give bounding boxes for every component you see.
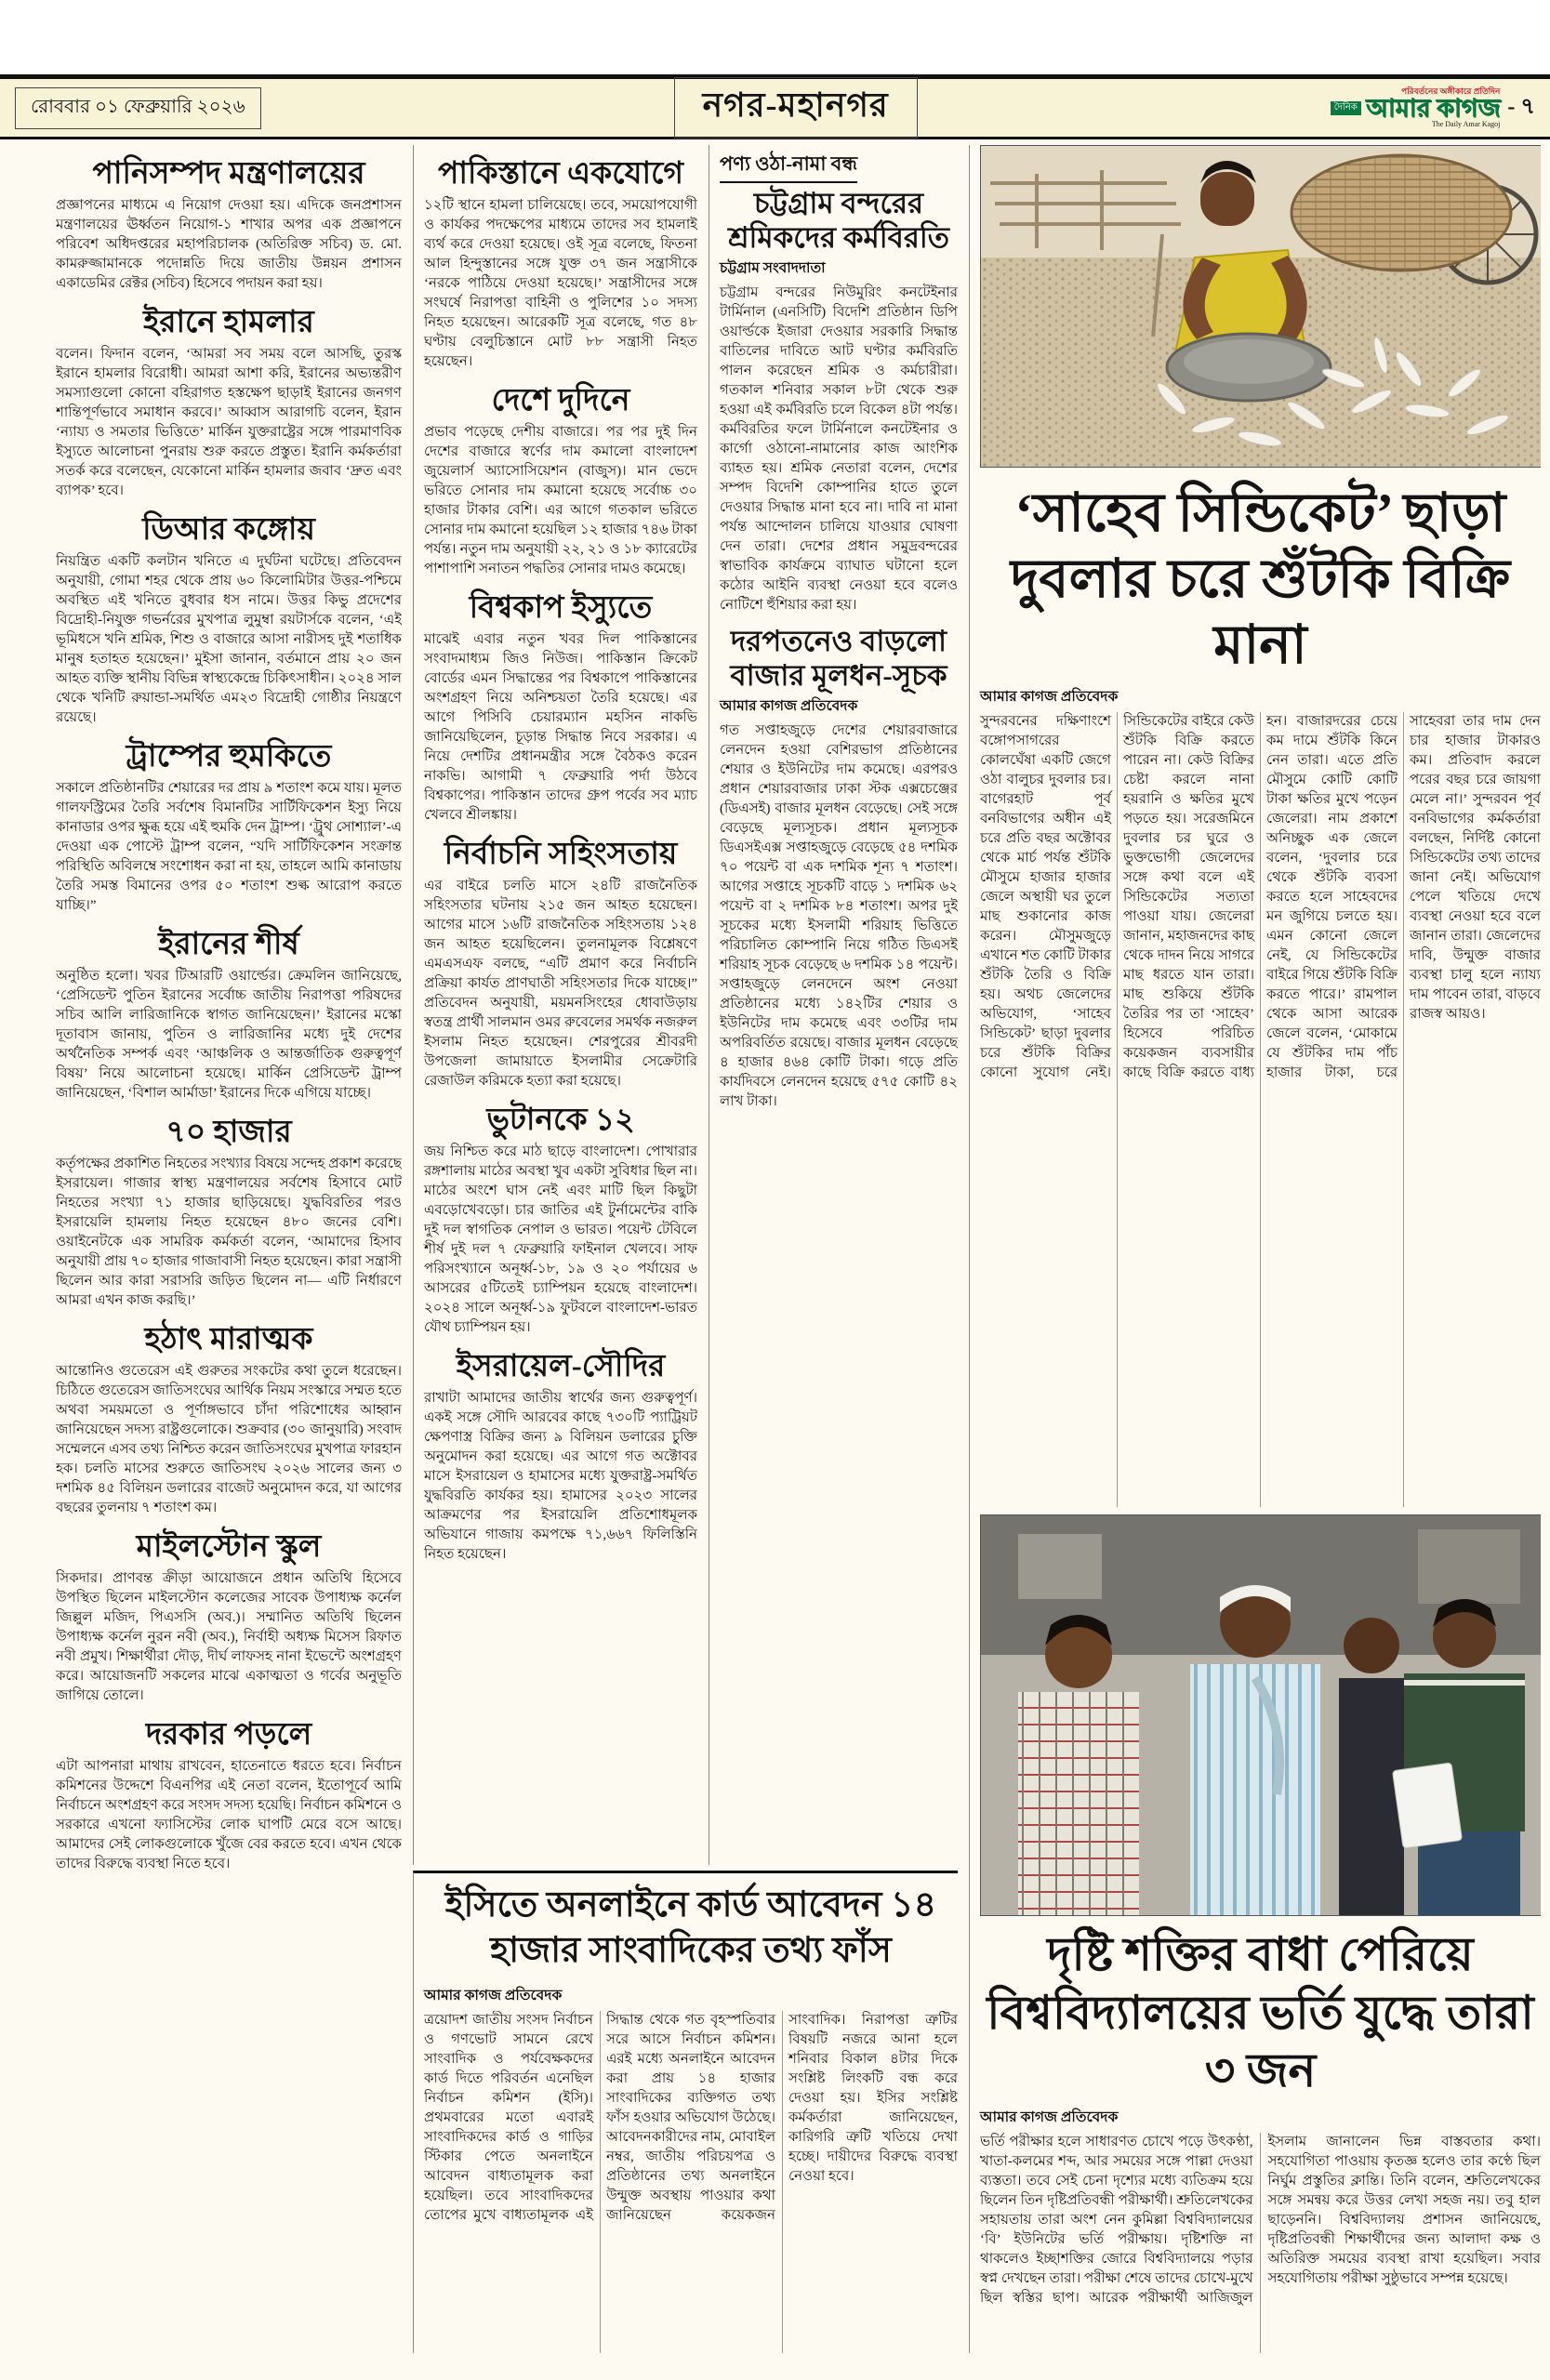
article-body: এর বাইরে চলতি মাসে ২৪টি রাজনৈতিক সহিংসতার ঘটনায় ২১৫ জন আহত হয়েছেন। আগের মাসে ১৬টি রাজনৈতিক সহিংসতায় ১২৪ জন আহত হয়েছিলেন। তুলনামূলক বিশ্লেষণে এমএসএফ বলছে, “এটি প্রমাণ করে নির্বাচনি প্রক্রিয়া কার্যত প্রাণঘাতী সহিংসতার দিকে যাচ্ছে।” প্রতিবেদন অনুযায়ী, ময়মনসিংহের ধোবাউড়ায় স্বতন্ত্র প্রার্থী সালমান ওমর রুবেলের সমর্থক নজরুল ইসলাম নিহত হয়েছেন। শেরপুরের শ্রীবরদী উপজেলা জামায়াতে ইসলামীর সেক্রেটারি রেজাউল করিমকে হত্যা করা হয়েছে। xyxy=(424,878,697,1089)
article-election-violence[interactable] xyxy=(424,838,697,1091)
article-body: প্রজ্ঞাপনের মাধ্যমে এ নিয়োগ দেওয়া হয়। এদিকে জনপ্রশাসন মন্ত্রণালয়ের ঊর্ধ্বতন নিয়োগ-১ শাখার অপর এক প্রজ্ঞাপনে পরিবেশ অধিদপ্তরের মহাপরিচালক (অতিরিক্ত সচিব) ড. মো. কামরুজ্জামানকে পদোন্নতি দিয়ে জাতীয় উন্নয়ন প্রশাসন একাডেমির রেক্টর (সচিব) হিসেবে পদায়ন করা হয়। xyxy=(56,197,402,291)
date-box: রোববার ০১ ফেব্রুয়ারি ২০২৬ xyxy=(15,87,261,129)
section-title: নগর-মহানগর xyxy=(674,77,918,139)
admission-body xyxy=(980,2133,1541,2353)
article-pakistan-ops[interactable] xyxy=(424,157,697,372)
newspaper-logo[interactable] xyxy=(1331,87,1535,129)
article-body: অনুষ্ঠিত হলো। খবর টিআরটি ওয়ার্ল্ডের। ক্রেমলিন জানিয়েছে, ‘প্রেসিডেন্ট পুতিন ইরানের সর্বোচ্চ জাতীয় নিরাপত্তা পরিষদের সচিব আলি লারিজানিকে স্বাগত জানিয়েছেন।’ ইরানের মস্কো দূতাবাস জানায়, পুতিন ও লারিজানির মধ্যে দুই দেশের অর্থনৈতিক সম্পর্ক এবং ‘আঞ্চলিক ও আন্তর্জাতিক গুরুত্বপূর্ণ বিষয়’ নিয়ে আলোচনা হয়েছে। মার্কিন প্রেসিডেন্ট ট্রাম্প জানিয়েছেন, ‘বিশাল আর্মাডা’ ইরানের দিকে এগিয়ে যাচ্ছে। xyxy=(56,968,402,1101)
logo-subtitle: The Daily Amar Kagoj xyxy=(1431,120,1501,129)
article-gold-price[interactable] xyxy=(424,384,697,579)
article-headline: চট্টগ্রাম বন্দরের শ্রমিকদের কর্মবিরতি xyxy=(727,187,950,254)
lead-byline: আমার কাগজ প্রতিবেদক xyxy=(980,689,1119,706)
article-headline: দরপতনেও বাড়লো বাজার মূলধন-সূচক xyxy=(730,625,947,692)
article-byline: চট্টগ্রাম সংবাদদাতা xyxy=(720,260,826,277)
article-ec-card-leak[interactable] xyxy=(413,1871,958,2353)
article-headline: পাকিস্তানে একযোগে xyxy=(438,157,683,191)
admission-body-left: ভর্তি পরীক্ষার হলে সাধারণত চোখে পড়ে উৎকণ্ঠা, খাতা-কলমের শব্দ, আর সময়ের সঙ্গে পাল্লা দেওয়া ব্যস্ততা। তবে সেই চেনা দৃশ্যের মধ্যে ব্যতিক্রম হয়ে ছিলেন তিন দৃষ্টিপ্রতিবন্ধী পরীক্ষার্থী। শ্রুতিলেখকের সহায়তায় তারা অংশ নেন কুমিল্লা বিশ্ববিদ্যালয়ের ‘বি’ ইউনিটের ভর্তি পরীক্ষায়। দৃষ্টিশক্তি না থাকলেও ইচ্ছাশক্তির জোরে বিশ্ববিদ্যালয়ে পড়ার স্বপ্ন দেখছেন তারা। পরীক্ষা শেষে তাদের চোখে-মুখে ছিল স্বস্তির ছাপ। xyxy=(980,2134,1253,2306)
ec-headline: ইসিতে অনলাইনে কার্ড আবেদন ১৪ হাজার সাংবাদিকের তথ্য ফাঁস xyxy=(444,1885,937,1971)
logo-name: আমার কাগজ xyxy=(1365,93,1501,122)
logo-daily-label: দৈনিক xyxy=(1331,101,1361,114)
column-2 xyxy=(413,145,697,1865)
article-body: সকালে প্রতিষ্ঠানটির শেয়ারের দর প্রায় ৯ শতাংশ কমে যায়। মূলত গালফস্ট্রিমের তৈরি সর্বশেষ বিমানটির সার্টিফিকেশন ইস্যু নিয়ে কানাডার ওপর ক্ষুব্ধ হয়ে এই হুমকি দেন ট্রাম্প। ‘ট্রুথ সোশ্যাল’-এ দেওয়া এক পোস্টে ট্রাম্প বলেন, “যদি সার্টিফিকেশন সংক্রান্ত পরিস্থিতি অবিলম্বে সংশোধন করা না হয়, তাহলে আমি কানাডায় তৈরি সমস্ত বিমানের ওপর ৫০ শতাংশ শুল্ক আরোপ করতে যাচ্ছি।” xyxy=(56,780,402,913)
article-headline: ইসরায়েল-সৌদির xyxy=(456,1349,666,1383)
article-body: আন্তোনিও গুতেরেস এই গুরুতর সংকটের কথা তুলে ধরেছেন। চিঠিতে গুতেরেস জাতিসংঘের আর্থিক নিয়ম সংস্কারে সম্মত হতে অথবা সময়মতো ও পূর্ণাঙ্গভাবে চাঁদা পরিশোধের আহ্বান জানিয়েছেন সদস্য রাষ্ট্রগুলোকে। শুক্রবার (৩০ জানুয়ারি) সংবাদ সম্মেলনে এসব তথ্য নিশ্চিত করেন জাতিসংঘের মুখপাত্র ফারহান হক। চলতি মাসের শুরুতে জাতিসংঘ ২০২৬ সালের জন্য ৩ দশমিক ৪৫ বিলিয়ন ডলারের বাজেট অনুমোদন করে, যা আগের বছরের তুলনায় ৭ শতাংশ কম। xyxy=(56,1363,402,1515)
article-headline: ট্রাম্পের হুমকিতে xyxy=(126,739,332,774)
article-headline: ইরানের শীর্ষ xyxy=(158,927,299,961)
page-number: - ৭ xyxy=(1507,94,1535,119)
article-70-thousand[interactable] xyxy=(56,1116,402,1311)
logo-stack xyxy=(1331,87,1501,129)
article-body: ১২টি স্থানে হামলা চালিয়েছে। তবে, সময়োপযোগী ও কার্যকর পদক্ষেপের মাধ্যমে তাদের সব হামলাই ব্যর্থ করে দেওয়া হয়েছে। ওই সূত্র বলেছে, ফিতনা আল হিন্দুস্তানের সঙ্গে যুক্ত ৩৭ জন সন্ত্রাসীকে ‘নরকে পাঠিয়ে দেওয়া হয়েছে।’ সন্ত্রাসীদের সঙ্গে সংঘর্ষে নিরাপত্তা বাহিনী ও পুলিশের ১০ সদস্য নিহত হয়েছেন। আরেকটি সূত্র বলেছে, গত ৪৮ ঘণ্টায় বেলুচিস্তানে মোট ৮৮ সন্ত্রাসী নিহত হয়েছেন। xyxy=(424,197,697,369)
article-iran-top[interactable] xyxy=(56,928,402,1104)
article-headline: ইরানে হামলার xyxy=(143,305,314,339)
article-shutki-syndicate[interactable] xyxy=(980,481,1541,1507)
article-worldcup-issue[interactable] xyxy=(424,591,697,826)
article-body: নিয়ন্ত্রিত একটি কলটান খনিতে এ দুর্ঘটনা ঘটেছে। প্রতিবেদন অনুযায়ী, গোমা শহর থেকে প্রায় ৬০ কিলোমিটার উত্তর-পশ্চিমে অবস্থিত এই খনিতে বুধবার ধস নামে। উত্তর কিভু প্রদেশের বিদ্রোহী-নিযুক্ত গভর্নরের মুখপাত্র লুমুম্বা রয়টার্সকে বলেন, ‘এই ভূমিধসে খনি শ্রমিক, শিশু ও বাজারে আসা নারীসহ দুই শতাধিক মানুষ হতাহত হয়েছেন।’ মুইসা জানান, বর্তমানে প্রায় ২০ জন আহত ব্যক্তি স্থানীয় বিভিন্ন স্বাস্থ্যকেন্দ্রে চিকিৎসাধীন। ২০২৪ সাল থেকে খনিটি রুয়ান্ডা-সমর্থিত এম২৩ বিদ্রোহী গোষ্ঠীর নিয়ন্ত্রণে রয়েছে। xyxy=(56,553,402,725)
admission-headline: দৃষ্টি শক্তির বাধা পেরিয়ে বিশ্ববিদ্যালয়ের ভর্তি যুদ্ধে তারা ৩ জন xyxy=(987,1928,1534,2097)
lead-headline: ‘সাহেব সিন্ডিকেট’ ছাড়া দুবলার চরে শুঁটকি বিক্রি মানা xyxy=(1010,483,1511,675)
article-headline: পানিসম্পদ মন্ত্রণালয়ের xyxy=(92,157,365,191)
column-1 xyxy=(56,145,402,2353)
article-headline: ডিআর কঙ্গোয় xyxy=(142,512,315,547)
article-body: জয় নিশ্চিত করে মাঠ ছাড়ে বাংলাদেশ। পোখারার রঙ্গশালায় মাঠের অবস্থা খুব একটা সুবিধার ছিল না। মাঠের অংশে ঘাস নেই এবং মাটি ছিল কিছুটা এবড়োখেবড়ো। চার জাতির এই টুর্নামেন্টের বাকি দুই দল স্বাগতিক নেপাল ও ভারত। পয়েন্ট টেবিলে শীর্ষ দুই দল ৭ ফেব্রুয়ারি ফাইনাল খেলবে। সাফ পরিসংখ্যানে অনূর্ধ্ব-১৮, ১৯ ও ২০ পর্যায়ের ৬ আসরের ৫টিতেই চ্যাম্পিয়ন হয়েছে বাংলাদেশ। ২০২৪ সালে অনূর্ধ্ব-১৯ ফুটবলে বাংলাদেশ-ভারত যৌথ চ্যাম্পিয়ন হয়। xyxy=(424,1144,697,1335)
article-bhutan-football[interactable] xyxy=(424,1104,697,1338)
lead-body: সুন্দরবনের দক্ষিণাংশে বঙ্গোপসাগরের কোলঘেঁষা একটি জেগে ওঠা বালুচর দুবলার চর। বাগেরহাট পূর্ব বনবিভাগের অধীন এই চরে প্রতি বছর অক্টোবর থেকে মার্চ পর্যন্ত শুঁটকি মৌসুমে হাজার হাজার জেলে অস্থায়ী ঘর তুলে মাছ শুকানোর কাজ করেন। মৌসুমজুড়ে এখানে শত কোটি টাকার শুঁটকি তৈরি ও বিক্রি হয়। অথচ জেলেদের অভিযোগ, ‘সাহেব সিন্ডিকেট’ ছাড়া দুবলার চরে শুঁটকি বিক্রির কোনো সুযোগ নেই। সিন্ডিকেটের বাইরে কেউ শুঁটকি বিক্রি করতে পারেন না। কেউ বিক্রির চেষ্টা করলে নানা হয়রানি ও ক্ষতির মুখে পড়তে হয়। সরেজমিনে দুবলার চর ঘুরে ও ভুক্তভোগী জেলেদের সঙ্গে কথা বলে এই সিন্ডিকেটের সত্যতা পাওয়া যায়। জেলেরা জানান, মহাজনদের কাছ থেকে দাদন নিয়ে সাগরে মাছ ধরতে যান তারা। মাছ শুকিয়ে শুঁটকি তৈরির পর তা ‘সাহেব’ হিসেবে পরিচিত কয়েকজন ব্যবসায়ীর কাছে বিক্রি করতে বাধ্য হন। বাজারদরের চেয়ে কম দামে শুঁটকি কিনে নেন তারা। এতে প্রতি মৌসুমে কোটি কোটি টাকা ক্ষতির মুখে পড়েন জেলেরা। নাম প্রকাশে অনিচ্ছুক এক জেলে বলেন, ‘দুবলার চরে থেকে শুঁটকি ব্যবসা করতে হলে সাহেবদের মন জুগিয়ে চলতে হয়। এমন কোনো জেলে নেই, যে সিন্ডিকেটের বাইরে গিয়ে শুঁটকি বিক্রি করতে পারে।’ রামপাল থেকে আসা আরেক জেলে বলেন, ‘মোকামে যে শুঁটকির দাম পাঁচ হাজার টাকা, চরে সাহেবরা তার দাম দেন চার হাজার টাকারও কম। প্রতিবাদ করলে পরের বছর চরে জায়গা মেলে না।’ সুন্দরবন পূর্ব বনবিভাগের কর্মকর্তারা বলছেন, নির্দিষ্ট কোনো সিন্ডিকেটের তথ্য তাদের জানা নেই। অভিযোগ পেলে খতিয়ে দেখে ব্যবস্থা নেওয়া হবে বলে জানান তারা। জেলেদের দাবি, উন্মুক্ত বাজার ব্যবস্থা চালু হলে ন্যায্য দাম পাবেন তারা, বাড়বে রাজস্ব আয়ও। xyxy=(980,714,1541,1081)
article-body: গত সপ্তাহজুড়ে দেশের শেয়ারবাজারে লেনদেন হওয়া বেশিরভাগ প্রতিষ্ঠানের শেয়ার ও ইউনিটের দাম কমেছে। এরপরও প্রধান শেয়ারবাজার ঢাকা স্টক এক্সচেঞ্জের (ডিএসই) বাজার মূলধন বেড়েছে। সেই সঙ্গে বেড়েছে মূল্যসূচক। প্রধান মূল্যসূচক ডিএসইএক্স সপ্তাহজুড়ে বেড়েছে ৫৪ দশমিক ৭০ পয়েন্ট বা এক দশমিক শূন্য ৭ শতাংশ। আগের সপ্তাহে সূচকটি বাড়ে ১ দশমিক ৬২ পয়েন্ট বা ২ দশমিক ৮৪ শতাংশ। অপর দুই সূচকের মধ্যে ইসলামী শরিয়াহ ভিত্তিতে পরিচালিত কোম্পানি নিয়ে গঠিত ডিএসই শরিয়াহ সূচক বেড়েছে ৬ দশমিক ১৪ পয়েন্ট। সপ্তাহজুড়ে লেনদেনে অংশ নেওয়া প্রতিষ্ঠানের মধ্যে ১৪২টির শেয়ার ও ইউনিটের দাম কমেছে এবং ৩৩টির দাম অপরিবর্তিত রয়েছে। বাজার মূলধন বেড়েছে ৪ হাজার ৪৬৪ কোটি টাকা। গড়ে প্রতি কার্যদিবসে লেনদেন হয়েছে ৫৭৫ কোটি ৪২ লাখ টাকা। xyxy=(720,723,958,1110)
article-kicker: পণ্য ওঠা-নামা বন্ধ xyxy=(720,149,857,183)
dried-fish-photo xyxy=(980,145,1541,468)
article-headline: দেশে দুদিনে xyxy=(491,383,630,417)
article-ctg-port-strike[interactable] xyxy=(720,145,958,615)
ec-body: ত্রয়োদশ জাতীয় সংসদ নির্বাচন ও গণভোট সামনে রেখে সাংবাদিক ও পর্যবেক্ষকদের কার্ড দিতে পরিবর্তন এনেছিল নির্বাচন কমিশন (ইসি)। প্রথমবারের মতো এবারই সাংবাদিকদের কার্ড ও গাড়ির স্টিকার পেতে অনলাইনে আবেদন বাধ্যতামূলক করা হয়েছিল। তবে সাংবাদিকদের তোপের মুখে বাধ্যতামূলক এই সিদ্ধান্ত থেকে গত বৃহস্পতিবার সরে আসে নির্বাচন কমিশন। এরই মধ্যে অনলাইনে আবেদন করা প্রায় ১৪ হাজার সাংবাদিকের ব্যক্তিগত তথ্য ফাঁস হওয়ার অভিযোগ উঠেছে। আবেদনকারীদের নাম, মোবাইল নম্বর, জাতীয় পরিচয়পত্র ও প্রতিষ্ঠানের তথ্য অনলাইনে উন্মুক্ত অবস্থায় পাওয়ার কথা জানিয়েছেন কয়েকজন সাংবাদিক। নিরাপত্তা ত্রুটির বিষয়টি নজরে আনা হলে শনিবার বিকাল ৪টার দিকে সংশ্লিষ্ট লিংকটি বন্ধ করে দেওয়া হয়। ইসির সংশ্লিষ্ট কর্মকর্তারা জানিয়েছেন, কারিগরি ত্রুটি খতিয়ে দেখা হচ্ছে। দায়ীদের বিরুদ্ধে ব্যবস্থা নেওয়া হবে। xyxy=(424,2012,958,2223)
admission-byline: আমার কাগজ প্রতিবেদক xyxy=(980,2109,1119,2125)
admission-body-right: আরেক পরীক্ষার্থী আজিজুল ইসলাম জানালেন ভিন্ন বাস্তবতার কথা। সহযোগিতা পাওয়ায় কৃতজ্ঞ হলেও তার কণ্ঠে ছিল নির্ঘুম প্রস্তুতির ক্লান্তি। তিনি বলেন, শ্রুতিলেখকের সঙ্গে সমন্বয় করে উত্তর লেখা সহজ নয়। তবু হাল ছাড়েননি। বিশ্ববিদ্যালয় প্রশাসন জানিয়েছে, দৃষ্টিপ্রতিবন্ধী শিক্ষার্থীদের জন্য আলাদা কক্ষ ও অতিরিক্ত সময়ের ব্যবস্থা রাখা হয়েছিল। সবার সহযোগিতায় পরীক্ষা সুষ্ঠুভাবে সম্পন্ন হয়েছে। xyxy=(1089,2134,1541,2306)
article-body: মাঝেই এবার নতুন খবর দিল পাকিস্তানের সংবাদমাধ্যম জিও নিউজ। পাকিস্তান ক্রিকেট বোর্ডের এমন সিদ্ধান্তের পর বিশ্বকাপে পাকিস্তানের অংশগ্রহণ নিয়ে অনিশ্চয়তা তৈরি হয়েছে। এর আগে পিসিবি চেয়ারম্যান মহসিন নাকভি জানিয়েছিলেন, চূড়ান্ত সিদ্ধান্ত নিবে সরকার। এ নিয়ে দেশটির প্রধানমন্ত্রীর সঙ্গে বৈঠকও করেন নাকভি। আগামী ৭ ফেব্রুয়ারি পর্দা উঠবে বিশ্বকাপের। পাকিস্তান তাদের গ্রুপ পর্বের সব ম্যাচ খেলবে শ্রীলঙ্কায়। xyxy=(424,631,697,823)
article-un-crisis[interactable] xyxy=(56,1323,402,1518)
page-content xyxy=(0,139,1550,2366)
article-headline: ভুটানকে ১২ xyxy=(486,1103,635,1137)
article-body: চট্টগ্রাম বন্দরের নিউমুরিং কনটেইনার টার্মিনাল (এনসিটি) বিদেশি প্রতিষ্ঠান ডিপি ওয়ার্ল্ডকে ইজারা দেওয়ার সরকারি সিদ্ধান্ত বাতিলের দাবিতে আট ঘণ্টার কর্মবিরতি পালন করেছেন শ্রমিক ও কর্মচারীরা। গতকাল শনিবার সকাল ৮টা থেকে শুরু হওয়া এই কর্মবিরতি চলে বিকেল ৪টা পর্যন্ত। কর্মবিরতির ফলে টার্মিনালে কনটেইনার ও কার্গো ওঠানো-নামানোর কাজ আংশিক ব্যাহত হয়। শ্রমিক নেতারা বলেন, দেশের সম্পদ বিদেশি কোম্পানির হাতে তুলে দেওয়ার সিদ্ধান্ত মানা হবে না। দাবি না মানা পর্যন্ত আন্দোলন চালিয়ে যাওয়ার ঘোষণা দেন তারা। দেশের প্রধান সমুদ্রবন্দরের স্বাভাবিক কার্যক্রমে ব্যাঘাত ঘটানো হলে কঠোর আইনি ব্যবস্থা নেওয়া হবে বলেও নোটিশে হুঁশিয়ার করা হয়। xyxy=(720,285,958,614)
article-headline: নির্বাচনি সহিংসতায় xyxy=(444,837,678,871)
article-israel-saudi[interactable] xyxy=(424,1350,697,1565)
article-iran-attack[interactable] xyxy=(56,306,402,501)
article-body: প্রভাব পড়েছে দেশীয় বাজারে। পর পর দুই দিন দেশের বাজারে স্বর্ণের দাম কমালো বাংলাদেশ জুয়েলার্স অ্যাসোসিয়েশন (বাজুস)। মান ভেদে ভরিতে সোনার দাম কমানো হয়েছে সর্বোচ্চ ৩০ হাজার টাকার বেশি। এর আগে গতকাল ভরিতে সোনার দাম কমানো হয়েছিল ১২ হাজার ৭৪৬ টাকা পর্যন্ত। নতুন দাম অনুযায়ী ২২, ২১ ও ১৮ ক্যারেটের পাশাপাশি সনাতন পদ্ধতির সোনার দামও কমেছে। xyxy=(424,424,697,576)
page-top-margin xyxy=(0,0,1550,74)
article-water-ministry[interactable] xyxy=(56,157,402,294)
article-blind-admission[interactable] xyxy=(980,1925,1541,2353)
students-photo xyxy=(980,1514,1541,1916)
article-stock-market[interactable] xyxy=(720,625,958,1112)
article-body: রাখাটা আমাদের জাতীয় স্বার্থের জন্য গুরুত্বপূর্ণ। একই সঙ্গে সৌদি আরবের কাছে ৭৩০টি প্যাট্রিয়ট ক্ষেপণাস্ত্র বিক্রির জন্য ৯ বিলিয়ন ডলারের চুক্তি অনুমোদন করা হয়েছে। এর আগে গত অক্টোবর মাসে ইসরায়েল ও হামাসের মধ্যে যুক্তরাষ্ট্র-সমর্থিত যুদ্ধবিরতি কার্যকর হয়। হামাসের ২০২৩ সালের আক্রমণের পর ইসরায়েলি প্রতিশোধমূলক অভিযানে গাজায় কমপক্ষে ৭১,৬৬৭ ফিলিস্তিনি নিহত হয়েছেন। xyxy=(424,1390,697,1562)
article-byline: আমার কাগজ প্রতিবেদক xyxy=(720,698,858,715)
article-if-needed[interactable] xyxy=(56,1718,402,1874)
article-body: কর্তৃপক্ষের প্রকাশিত নিহতের সংখ্যার বিষয়ে সন্দেহ প্রকাশ করেছে ইসরায়েল। গাজার স্বাস্থ্য মন্ত্রণালয়ের সর্বশেষ হিসাবে মোট নিহতের সংখ্যা ৭১ হাজার ছাড়িয়েছে। যুদ্ধবিরতির পরও ইসরায়েলি হামলায় নিহত হয়েছেন ৪৮০ জনের বেশি। ওয়াইনেটকে এক সামরিক কর্মকর্তা বলেন, ‘আমাদের হিসাব অনুযায়ী প্রায় ৭০ হাজার গাজাবাসী নিহত হয়েছেন। কারা সন্ত্রাসী ছিলেন আর কারা সরাসরি জড়িত ছিলেন না— এটি নির্ধারণে আমরা এখন কাজ করছি।’ xyxy=(56,1156,402,1308)
article-headline: হঠাৎ মারাত্মক xyxy=(144,1322,313,1356)
lead-area xyxy=(969,145,1541,2353)
article-headline: দরকার পড়লে xyxy=(145,1717,312,1752)
article-headline: বিশ্বকাপ ইস্যুতে xyxy=(469,590,653,625)
article-body: এটা আপনারা মাথায় রাখবেন, হাতেনাতে ধরতে হবে। নির্বাচন কমিশনের উদ্দেশে বিএনপির এই নেতা বলেন, ইতোপূর্বে আমি নির্বাচনে অংশগ্রহণ করে সংসদ সদস্য হয়েছি। নির্বাচন কমিশনে ও সরকারে এখনো ফ্যাসিস্টের লোক ঘাপটি মেরে বসে আছে। আমাদের সেই লোকগুলোকে খুঁজে বের করতে হবে। এখন থেকে তাদের বিরুদ্ধে ব্যবস্থা নিতে হবে। xyxy=(56,1758,402,1871)
article-headline: মাইলস্টোন স্কুল xyxy=(136,1529,322,1564)
ec-byline: আমার কাগজ প্রতিবেদক xyxy=(424,1987,563,2003)
article-dr-congo[interactable] xyxy=(56,513,402,728)
column-3 xyxy=(709,145,958,1865)
masthead xyxy=(0,74,1550,139)
article-milestone-school[interactable] xyxy=(56,1530,402,1706)
article-body: সিকদার। প্রাণবন্ত ক্রীড়া আয়োজনে প্রধান অতিথি হিসেবে উপস্থিত ছিলেন মাইলস্টোন কলেজের সাবেক উপাধ্যক্ষ কর্নেল জিল্লুল মজিদ, পিএসসি (অব.)। সম্মানিত অতিথি ছিলেন উপাধ্যক্ষ কর্নেল নুরন নবী (অব.), নির্বাহী অধ্যক্ষ মিসেস রিফাত নবী প্রমুখ। শিক্ষার্থীরা দৌড়, দীর্ঘ লাফসহ নানা ইভেন্টে অংশগ্রহণ করে। আয়োজনটি সকলের মাঝে একাত্মতা ও গর্বের অনুভূতি জাগিয়ে তোলে। xyxy=(56,1570,402,1703)
article-body: বলেন। ফিদান বলেন, ‘আমরা সব সময় বলে আসছি, তুরস্ক ইরানে হামলার বিরোধী। আমরা আশা করি, ইরানের অভ্যন্তরীণ সমস্যাগুলো কোনো বহিরাগত হস্তক্ষেপ ছাড়াই ইরানের জনগণ শান্তিপূর্ণভাবে সমাধান করবে।’ আব্বাস আরাগচি বলেন, ইরান ‘ন্যায্য ও সমতার ভিত্তিতে’ মার্কিন যুক্তরাষ্ট্রের সঙ্গে পারমাণবিক ইস্যুতে আলোচনা পুনরায় শুরু করতে প্রস্তুত। ইরানি কর্মকর্তারা সতর্ক করে বলেছেন, যেকোনো মার্কিন হামলার জবাব ‘দ্রুত এবং ব্যাপক’ হবে। xyxy=(56,346,402,498)
article-headline: ৭০ হাজার xyxy=(166,1115,292,1149)
logo-tagline: পরিবর্তনের অঙ্গীকারে প্রতিদিন xyxy=(1401,86,1501,96)
article-trump-threat[interactable] xyxy=(56,740,402,916)
